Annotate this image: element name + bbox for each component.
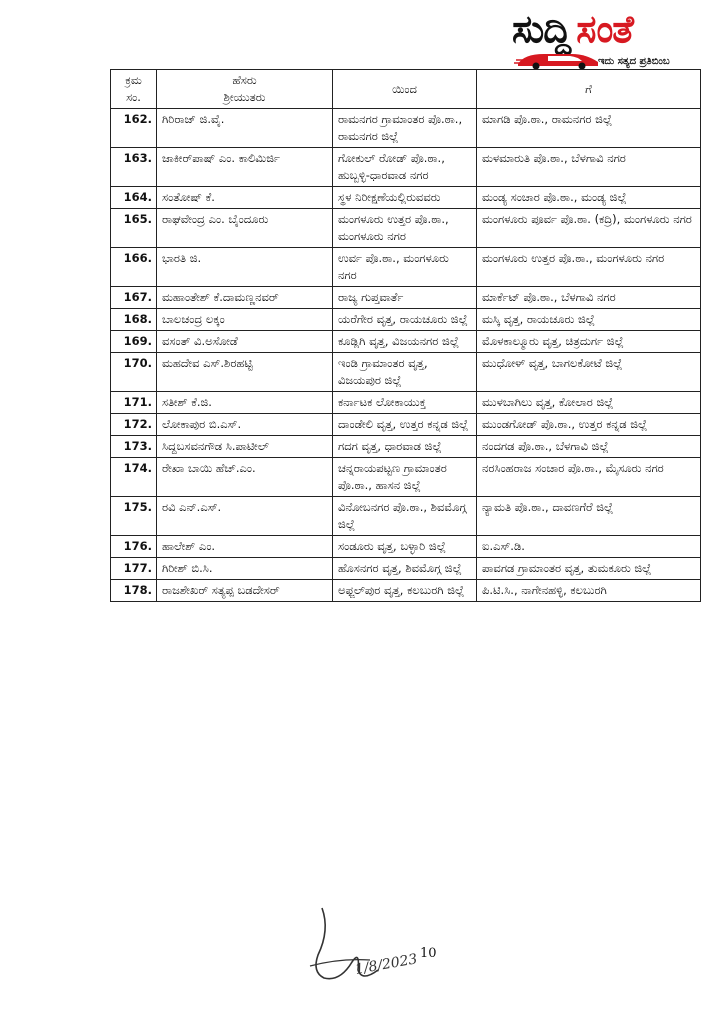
- cell-from: ಕೂಡ್ಲಿಗಿ ವೃತ್ತ, ವಿಜಯನಗರ ಜಿಲ್ಲೆ: [333, 331, 477, 353]
- table-row: [111, 558, 701, 580]
- header-serial-line2: ಸಂ.: [126, 90, 141, 104]
- table-row: [111, 414, 701, 436]
- cell-from: ಅಫ್ಜಲ್‌ಪುರ ವೃತ್ತ, ಕಲಬುರಗಿ ಜಿಲ್ಲೆ: [333, 580, 477, 602]
- cell-to: ಮಂಗಳೂರು ಪೂರ್ವ ಪೊ.ಠಾ. (ಕದ್ರಿ), ಮಂಗಳೂರು ನಗರ: [477, 209, 701, 248]
- cell-serial: 169.: [111, 331, 157, 353]
- cell-to: ನರಸಿಂಹರಾಜ ಸಂಚಾರ ಪೊ.ಠಾ., ಮೈಸೂರು ನಗರ: [477, 458, 701, 497]
- cell-name: ಗಿರಿರಾಜ್ ಜಿ.ವೈ.: [157, 109, 333, 148]
- page-number: 10: [420, 946, 437, 961]
- cell-serial: 175.: [111, 497, 157, 536]
- signature-date: 1/8/2023: [353, 951, 419, 978]
- cell-to: ಮುಂಡಗೋಡ್ ಪೊ.ಠಾ., ಉತ್ತರ ಕನ್ನಡ ಜಿಲ್ಲೆ: [477, 414, 701, 436]
- cell-serial: 166.: [111, 248, 157, 287]
- cell-from: ದಾಂಡೇಲಿ ವೃತ್ತ, ಉತ್ತರ ಕನ್ನಡ ಜಿಲ್ಲೆ: [333, 414, 477, 436]
- cell-from: ಹೊಸನಗರ ವೃತ್ತ, ಶಿವಮೊಗ್ಗ ಜಿಲ್ಲೆ: [333, 558, 477, 580]
- cell-to: ಐ.ಎಸ್.ಡಿ.: [477, 536, 701, 558]
- cell-to: ಮಂಡ್ಯ ಸಂಚಾರ ಪೊ.ಠಾ., ಮಂಡ್ಯ ಜಿಲ್ಲೆ: [477, 187, 701, 209]
- cell-to: ನಂದಗಡ ಪೊ.ಠಾ., ಬೆಳಗಾವಿ ಜಿಲ್ಲೆ: [477, 436, 701, 458]
- logo-wordmark: [512, 4, 716, 54]
- cell-serial: 172.: [111, 414, 157, 436]
- cell-serial: 164.: [111, 187, 157, 209]
- cell-serial: 171.: [111, 392, 157, 414]
- cell-name: ಮಹದೇವ ಎಸ್.ಶಿರಹಟ್ಟಿ: [157, 353, 333, 392]
- car-icon: [514, 48, 606, 70]
- cell-from: ಕರ್ನಾಟಕ ಲೋಕಾಯುಕ್ತ: [333, 392, 477, 414]
- cell-name: ಮಹಾಂತೇಶ್ ಕೆ.ದಾಮಣ್ಣನವರ್: [157, 287, 333, 309]
- cell-serial: 176.: [111, 536, 157, 558]
- cell-serial: 177.: [111, 558, 157, 580]
- cell-name: ರವಿ ಎನ್.ಎಸ್.: [157, 497, 333, 536]
- cell-from: ರಾಮನಗರ ಗ್ರಾಮಾಂತರ ಪೊ.ಠಾ., ರಾಮನಗರ ಜಿಲ್ಲೆ: [333, 109, 477, 148]
- cell-from: ಚನ್ನರಾಯಪಟ್ಟಣ ಗ್ರಾಮಾಂತರ ಪೊ.ಠಾ., ಹಾಸನ ಜಿಲ್ಲೆ: [333, 458, 477, 497]
- header-serial: [111, 70, 157, 109]
- logo-word-2: ಸಂತೆ: [576, 7, 633, 51]
- table-row: [111, 187, 701, 209]
- cell-to: ಮುಧೋಳ್ ವೃತ್ತ, ಬಾಗಲಕೋಟೆ ಜಿಲ್ಲೆ: [477, 353, 701, 392]
- cell-to: ಮಾರ್ಕೆಟ್ ಪೊ.ಠಾ., ಬೆಳಗಾವಿ ನಗರ: [477, 287, 701, 309]
- table-row: [111, 287, 701, 309]
- cell-name: ಬಾಲಚಂದ್ರ ಲಕ್ಕಂ: [157, 309, 333, 331]
- cell-serial: 168.: [111, 309, 157, 331]
- header-to: ಗೆ: [477, 70, 701, 109]
- header-from: ಯಿಂದ: [333, 70, 477, 109]
- cell-serial: 165.: [111, 209, 157, 248]
- cell-to: ಪಾವಗಡ ಗ್ರಾಮಾಂತರ ವೃತ್ತ, ತುಮಕೂರು ಜಿಲ್ಲೆ: [477, 558, 701, 580]
- cell-from: ಸಂಡೂರು ವೃತ್ತ, ಬಳ್ಳಾರಿ ಜಿಲ್ಲೆ: [333, 536, 477, 558]
- cell-from: ಉರ್ವ ಪೊ.ಠಾ., ಮಂಗಳೂರು ನಗರ: [333, 248, 477, 287]
- table-row: [111, 309, 701, 331]
- cell-to: ಮಸ್ಕಿ ವೃತ್ತ, ರಾಯಚೂರು ಜಿಲ್ಲೆ: [477, 309, 701, 331]
- handwritten-signature: [300, 900, 430, 990]
- header-name-line2: ಶ್ರೀಯುತರು: [223, 90, 266, 104]
- cell-name: ರಾಘವೇಂದ್ರ ಎಂ. ಬೈಂದೂರು: [157, 209, 333, 248]
- cell-from: ವಿನೋಬನಗರ ಪೊ.ಠಾ., ಶಿವಮೊಗ್ಗ ಜಿಲ್ಲೆ: [333, 497, 477, 536]
- cell-name: ಗಿರೀಶ್ ಬಿ.ಸಿ.: [157, 558, 333, 580]
- cell-serial: 167.: [111, 287, 157, 309]
- cell-to: ಮೊಳಕಾಲ್ಮೂರು ವೃತ್ತ, ಚಿತ್ರದುರ್ಗ ಜಿಲ್ಲೆ: [477, 331, 701, 353]
- cell-to: ಮಳಮಾರುತಿ ಪೊ.ಠಾ., ಬೆಳಗಾವಿ ನಗರ: [477, 148, 701, 187]
- cell-name: ಸಂತೋಷ್ ಕೆ.: [157, 187, 333, 209]
- header-name: [157, 70, 333, 109]
- cell-from: ಗೋಕುಲ್ ರೋಡ್ ಪೊ.ಠಾ., ಹುಬ್ಬಳ್ಳಿ-ಧಾರವಾಡ ನಗರ: [333, 148, 477, 187]
- cell-to: ಮಾಗಡಿ ಪೊ.ಠಾ., ರಾಮನಗರ ಜಿಲ್ಲೆ: [477, 109, 701, 148]
- cell-serial: 163.: [111, 148, 157, 187]
- cell-to: ಮುಳಬಾಗಿಲು ವೃತ್ತ, ಕೋಲಾರ ಜಿಲ್ಲೆ: [477, 392, 701, 414]
- cell-serial: 174.: [111, 458, 157, 497]
- cell-name: ರೇಖಾ ಬಾಯಿ ಹೆಚ್.ಎಂ.: [157, 458, 333, 497]
- cell-serial: 178.: [111, 580, 157, 602]
- table-row: [111, 580, 701, 602]
- cell-from: ಯರೆಗೇರ ವೃತ್ತ, ರಾಯಚೂರು ಜಿಲ್ಲೆ: [333, 309, 477, 331]
- header-name-line1: ಹೆಸರು: [232, 73, 257, 87]
- cell-from: ಸ್ಥಳ ನಿರೀಕ್ಷಣೆಯಲ್ಲಿರುವವರು: [333, 187, 477, 209]
- table-row: [111, 109, 701, 148]
- table-row: [111, 497, 701, 536]
- cell-name: ವಸಂತ್ ವಿ.ಅಸೋಡೆ: [157, 331, 333, 353]
- table-header-row: [111, 70, 701, 109]
- cell-to: ನ್ಯಾಮತಿ ಪೊ.ಠಾ., ದಾವಣಗೆರೆ ಜಿಲ್ಲೆ: [477, 497, 701, 536]
- cell-name: ರಾಜಶೇಖರ್ ಸತ್ಯಪ್ಪ ಬಡದೇಸರ್: [157, 580, 333, 602]
- header-serial-line1: ಕ್ರಮ: [125, 73, 142, 87]
- table-row: [111, 209, 701, 248]
- cell-to: ಪಿ.ಟಿ.ಸಿ., ನಾಗೇನಹಳ್ಳಿ, ಕಲಬುರಗಿ: [477, 580, 701, 602]
- cell-from: ರಾಜ್ಯ ಗುಪ್ತವಾರ್ತೆ: [333, 287, 477, 309]
- table-body: [111, 109, 701, 602]
- cell-name: ಸಿದ್ದಬಸವನಗೌಡ ಸಿ.ಪಾಟೀಲ್: [157, 436, 333, 458]
- cell-name: ಲೋಕಾಪುರ ಬಿ.ಎಸ್.: [157, 414, 333, 436]
- table-row: [111, 392, 701, 414]
- brand-logo: [512, 4, 716, 78]
- logo-word-1: ಸುದ್ದಿ: [512, 7, 571, 51]
- table-row: [111, 436, 701, 458]
- cell-to: ಮಂಗಳೂರು ಉತ್ತರ ಪೊ.ಠಾ., ಮಂಗಳೂರು ನಗರ: [477, 248, 701, 287]
- cell-from: ಮಂಗಳೂರು ಉತ್ತರ ಪೊ.ಠಾ., ಮಂಗಳೂರು ನಗರ: [333, 209, 477, 248]
- transfer-table: [110, 69, 701, 602]
- table-row: [111, 458, 701, 497]
- cell-serial: 170.: [111, 353, 157, 392]
- table-row: [111, 331, 701, 353]
- cell-name: ಸತೀಶ್ ಕೆ.ಜಿ.: [157, 392, 333, 414]
- table-row: [111, 148, 701, 187]
- cell-from: ಗದಗ ವೃತ್ತ, ಧಾರವಾಡ ಜಿಲ್ಲೆ: [333, 436, 477, 458]
- table-row: [111, 353, 701, 392]
- table-row: [111, 536, 701, 558]
- cell-serial: 173.: [111, 436, 157, 458]
- logo-tagline: ಇದು ಸತ್ಯದ ಪ್ರತಿಬಿಂಬ: [598, 56, 670, 67]
- cell-serial: 162.: [111, 109, 157, 148]
- cell-name: ಭಾರತಿ ಜಿ.: [157, 248, 333, 287]
- cell-name: ಜಾಕೀರ್‌ಪಾಷ್ ಎಂ. ಕಾಲಿಮಿರ್ಜಿ: [157, 148, 333, 187]
- cell-name: ಹಾಲೇಶ್ ಎಂ.: [157, 536, 333, 558]
- table-row: [111, 248, 701, 287]
- cell-from: ಇಂಡಿ ಗ್ರಾಮಾಂತರ ವೃತ್ತ, ವಿಜಯಪುರ ಜಿಲ್ಲೆ: [333, 353, 477, 392]
